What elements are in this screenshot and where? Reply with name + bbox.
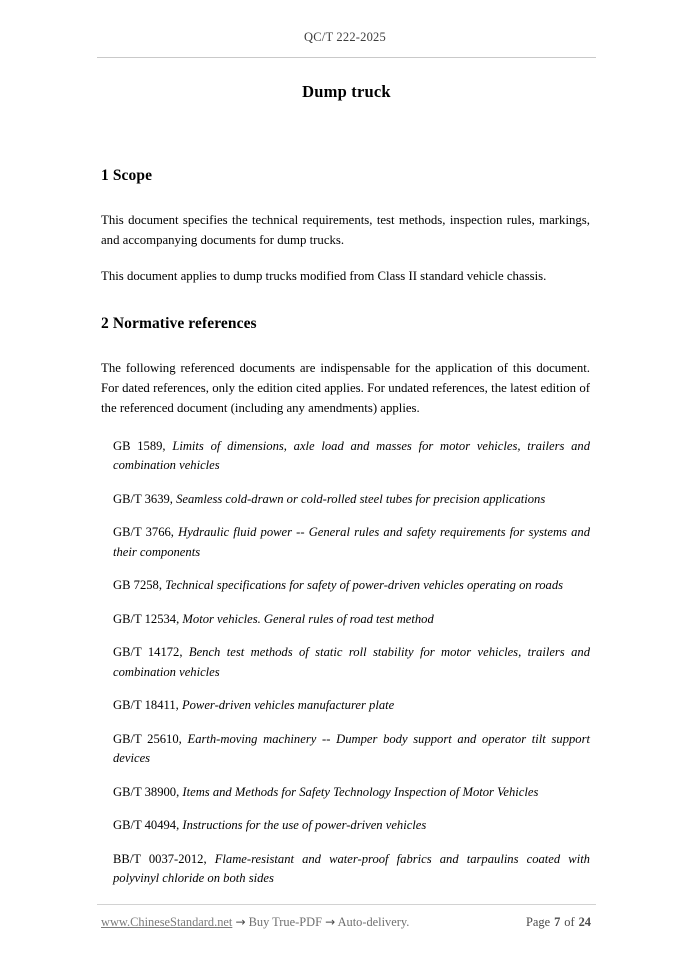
reference-title: Power-driven vehicles manufacturer plate: [181, 698, 395, 713]
reference-item: [113, 523, 590, 562]
reference-item: [113, 783, 590, 803]
normative-references-paragraph: The following referenced documents are indispensable for the application of this document. For dated references, only the edition cited applies. For undated references, the latest edition of the referenced document (including any amendments) applies.: [101, 361, 590, 415]
reference-code: GB/T 25610,: [113, 731, 182, 746]
reference-code: BB/T 0037-2012,: [113, 851, 207, 866]
reference-item: [113, 610, 590, 630]
page-number: 7: [554, 915, 561, 929]
reference-title: Limits of dimensions, axle load and masses for motor vehicles, trailers and combination vehicles: [113, 438, 590, 473]
page-indicator: [526, 915, 593, 930]
reference-code: GB 7258,: [113, 578, 162, 593]
page-label: Page: [525, 915, 551, 929]
normative-reference-list: [101, 437, 590, 889]
reference-title: Instructions for the use of power-driven vehicles: [182, 818, 427, 833]
scope-paragraph-1: This document specifies the technical requirements, test methods, inspection rules, markings, and accompanying documents for dump trucks.: [101, 213, 590, 248]
reference-item: [113, 696, 590, 716]
page-header: [97, 30, 593, 45]
page-footer: [101, 915, 593, 930]
scope-paragraph-2: This document applies to dump trucks modified from Class II standard vehicle chassis.: [101, 269, 547, 284]
reference-code: GB/T 12534,: [113, 611, 180, 626]
reference-title: Hydraulic fluid power -- General rules and safety requirements for systems and their components: [113, 525, 590, 559]
reference-title: Items and Methods for Safety Technology Inspection of Motor Vehicles: [182, 784, 539, 799]
reference-code: GB/T 3766,: [113, 525, 174, 540]
reference-item: [113, 816, 590, 836]
section-heading-scope: 1 Scope: [101, 167, 153, 184]
reference-title: Seamless cold-drawn or cold-rolled steel tubes for precision applications: [176, 491, 546, 506]
reference-item: [113, 437, 590, 476]
reference-title: Earth-moving machinery -- Dumper body support and operator tilt support devices: [113, 731, 590, 766]
document-body: [101, 166, 590, 889]
of-label: of: [564, 915, 575, 929]
reference-item: [113, 490, 590, 510]
reference-item: [113, 730, 590, 769]
arrow-right-icon: →: [235, 915, 246, 929]
footer-site-link[interactable]: www.ChineseStandard.net: [101, 915, 233, 929]
footer-promo-text-1: Buy True-PDF: [248, 915, 322, 929]
reference-item: [113, 850, 590, 889]
reference-code: GB/T 3639,: [113, 491, 173, 506]
reference-code: GB/T 38900,: [113, 784, 180, 799]
page-total: 24: [578, 915, 591, 929]
reference-title: Technical specifications for safety of power-driven vehicles operating on roads: [165, 578, 564, 593]
reference-code: GB/T 14172,: [113, 645, 183, 660]
reference-code: GB/T 18411,: [113, 698, 179, 713]
reference-item: [113, 643, 590, 682]
footer-divider: [97, 904, 596, 905]
arrow-right-icon: →: [325, 915, 336, 929]
reference-title: Motor vehicles. General rules of road test method: [182, 611, 434, 626]
reference-item: [113, 576, 590, 596]
reference-title: Bench test methods of static roll stability for motor vehicles, trailers and combination vehicles: [113, 645, 590, 679]
footer-promo: [101, 915, 409, 930]
reference-code: GB/T 40494,: [113, 818, 180, 833]
section-heading-normative-references: 2 Normative references: [101, 314, 257, 332]
reference-title: Flame-resistant and water-proof fabrics and tarpaulins coated with polyvinyl chloride on both sides: [113, 851, 590, 886]
header-standard-code: QC/T 222-2025: [304, 30, 386, 44]
footer-promo-text-2: Auto-delivery.: [337, 915, 410, 929]
document-title: Dump truck: [302, 82, 391, 101]
reference-code: GB 1589,: [113, 438, 166, 453]
header-divider: [97, 57, 596, 58]
